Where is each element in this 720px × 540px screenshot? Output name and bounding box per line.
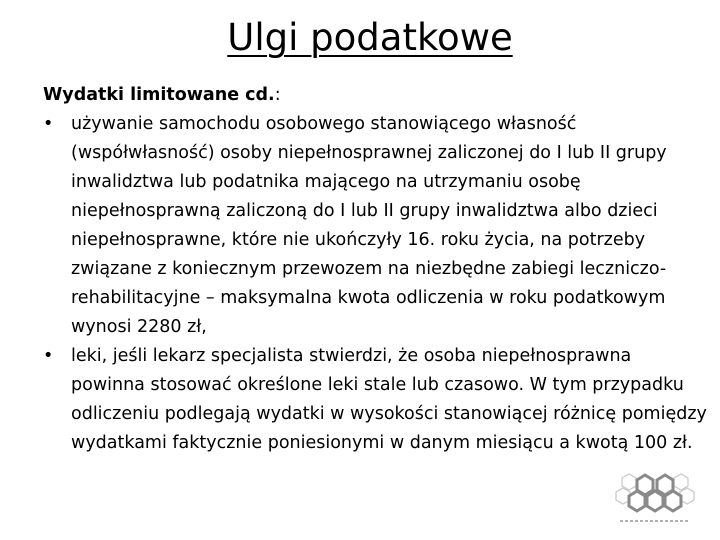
section-heading-suffix: :: [274, 85, 281, 105]
section-heading: [43, 81, 708, 110]
bullet-list: [43, 110, 708, 458]
slide-title: Ulgi podatkowe: [227, 16, 513, 59]
bullet-item-car-use: • używanie samochodu osobowego stanowiącego własność (współwłasność) osoby niepełnosprawnej zaliczonej do I lub II grupy inwalidztwa lub podatnika mającego na utrzymaniu osobę niepełnosprawną zaliczoną do I lub II grupy inwalidztwa albo dzieci niepełnosprawne, które nie ukończyły 16. roku życia, na potrzeby związane z koniecznym przewozem na niezbędne zabiegi leczniczo-rehabilitacyjne – maksymalna kwota odliczenia w roku podatkowym wynosi 2280 zł,: [43, 110, 708, 342]
bullet-item-medicines: • leki, jeśli lekarz specjalista stwierdzi, że osoba niepełnosprawna powinna stosować określone leki stale lub czasowo. W tym przypadku odliczeniu podlegają wydatki w wysokości stanowiącej różnicę pomiędzy wydatkami faktycznie poniesionymi w danym miesiącu a kwotą 100 zł.: [43, 342, 708, 458]
section-heading-bold: Wydatki limitowane cd.: [43, 85, 275, 105]
slide-content: [43, 81, 708, 458]
hexagon-network-logo-icon: [612, 468, 698, 526]
